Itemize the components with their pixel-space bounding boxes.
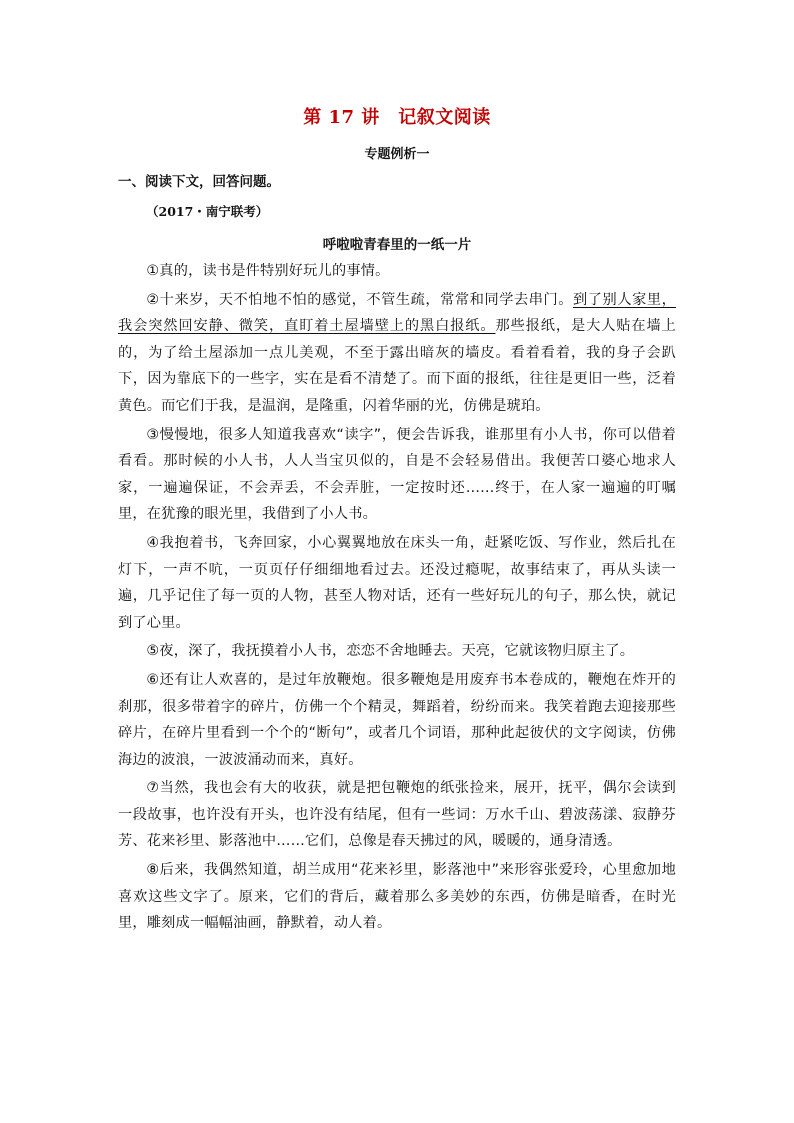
paragraph-4: ④我抱着书，飞奔回家，小心翼翼地放在床头一角，赶紧吃饭、写作业，然后扎在灯下，一声不吭，一页页仔仔细细地看过去。还没过瘾呢，故事结束了，再从头读一遍，几乎记住了每一页的人物，甚至人物对话，还有一些好玩儿的句子，那么快，就记到了心里。 xyxy=(118,534,676,631)
paragraph-6: ⑥还有让人欢喜的，是过年放鞭炮。很多鞭炮是用废弃书本卷成的，鞭炮在炸开的刹那，很多带着字的碎片，仿佛一个个精灵，舞蹈着，纷纷而来。我笑着跑去迎接那些碎片，在碎片里看到一个个的“断句”，或者几个词语，那种此起彼伏的文字阅读，仿佛海边的波浪，一波波涌动而来，真好。 xyxy=(118,671,676,768)
paragraph-2-lead: ②十来岁，天不怕地不怕的感觉，不管生疏，常常和同学去串门。 xyxy=(146,291,574,308)
paragraph-1: ①真的，读书是件特别好玩儿的事情。 xyxy=(146,263,390,279)
paragraph-5: ⑤夜，深了，我抚摸着小人书，恋恋不舍地睡去。天亮，它就该物归原主了。 xyxy=(146,643,635,660)
essay-title: 呼啦啦青春里的一纸一片 xyxy=(322,237,472,253)
paragraph-8: ⑧后来，我偶然知道，胡兰成用“花来衫里，影落池中”来形容张爱玲，心里愈加地喜欢这些文字了。原来，它们的背后，藏着那么多美妙的东西，仿佛是暗香，在时光里，雕刻成一幅幅油画，静默着，动人着。 xyxy=(118,862,676,932)
paragraph-2-rest: 那些报纸，是大人贴在墙上的，为了给土屋添加一点儿美观，不至于露出暗灰的墙皮。看着看着，我的身子会趴下，因为靠底下的一些字，实在是看不清楚了。而下面的报纸，往往是更旧一些，泛着黄色。而它们于我，是温润，是隆重，闪着华丽的光，仿佛是琥珀。 xyxy=(118,318,676,414)
source-note: （2017・南宁联考） xyxy=(146,204,269,219)
paragraph-3: ③慢慢地，很多人知道我喜欢“读字”，便会告诉我，谁那里有小人书，你可以借着看看。那时候的小人书，人人当宝贝似的，自是不会轻易借出。我便苦口婆心地求人家，一遍遍保证，不会弄丢，不会弄脏，一定按时还……终于，在人家一遍遍的叮嘱里，在犹豫的眼光里，我借到了小人书。 xyxy=(118,426,676,523)
paragraph-2 xyxy=(118,287,676,420)
section-subtitle: 专题例析一 xyxy=(364,147,430,162)
underlined-sentence: 到了别人家里，我会突然回安静、微笑，直盯着土屋墙壁上的黑白报纸。 xyxy=(118,291,676,335)
lesson-title: 第 17 讲 记叙文阅读 xyxy=(303,107,491,128)
paragraph-7: ⑦当然，我也会有大的收获，就是把包鞭炮的纸张捡来，展开，抚平，偶尔会读到一段故事，也许没有开头，也许没有结尾，但有一些词：万水千山、碧波荡漾、寂静芬芳、花来衫里、影落池中……它们，总像是春天拂过的风，暖暖的，通身清透。 xyxy=(118,780,676,850)
question-heading: 一、阅读下文，回答问题。 xyxy=(118,174,280,190)
